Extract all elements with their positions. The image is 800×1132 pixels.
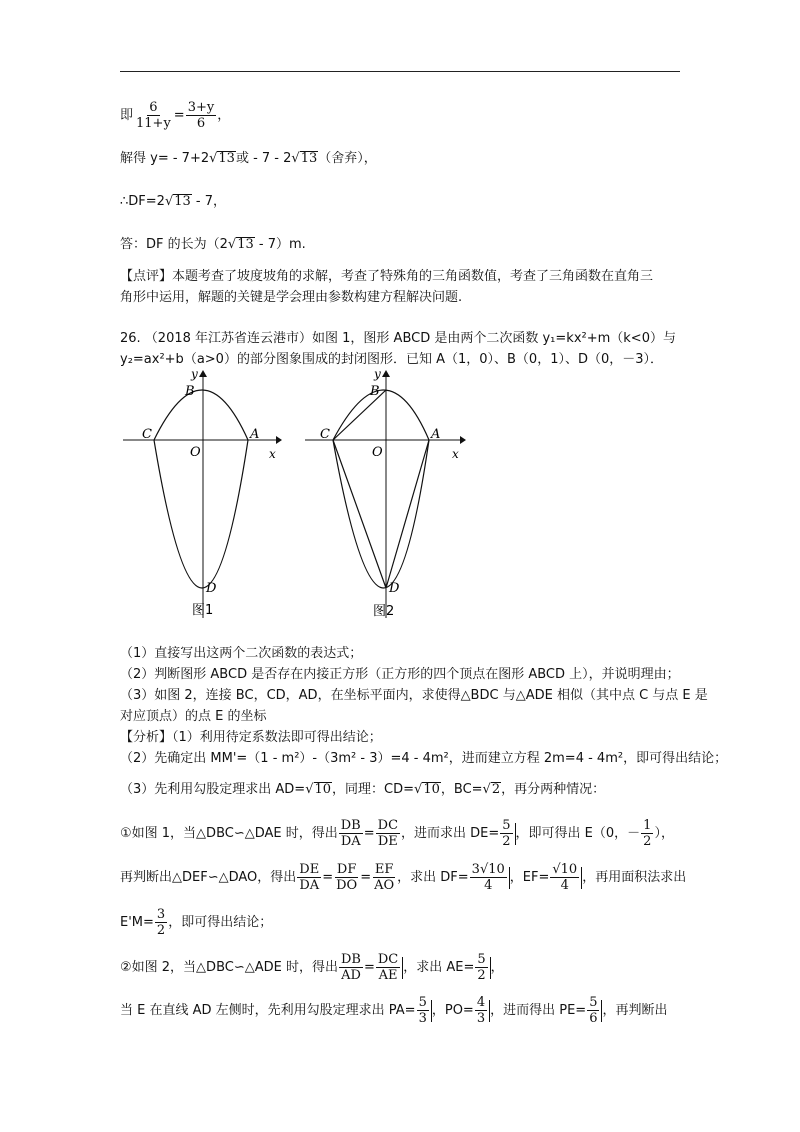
fraction: $\frac{DB}{DA}$ (340, 818, 361, 849)
question-3-line-1: （3）如图 2，连接 BC，CD，AD，在坐标平面内，求使得△BDC 与△ADE 相似（其中点 C 与点 E 是 (120, 688, 708, 703)
question-2: （2）判断图形 ABCD 是否存在内接正方形（正方形的四个顶点在图形 ABCD 上），并说明理由； (120, 667, 680, 682)
axis-label-x: x (269, 447, 276, 461)
df-line: ∴DF=2√13 - 7， (120, 194, 227, 209)
fraction: $\frac{4}{3}$ (476, 995, 486, 1026)
fraction: $\frac{5}{2}$ (502, 818, 511, 849)
case-2-line-2: 当 E 在直线 AD 左侧时，先利用勾股定理求出 PA= $\frac{5}{3}$ ，PO= $\frac{4}{3}$ ，进而得出 PE= $\frac{5}{6}$ ，再判断出 (120, 995, 668, 1026)
analysis-3: （3）先利用勾股定理求出 AD=√10，同理：CD=√10，BC=√2，再分两种情况： (120, 782, 606, 797)
solution-line: 解得 y= - 7+2√13或 - 7 - 2√13（舍弃）， (120, 151, 377, 166)
origin-label: O (372, 445, 383, 460)
fraction: $\frac{DC}{DE}$ (377, 818, 399, 849)
answer-line: 答：DF 的长为（2√13 - 7）m. (120, 237, 306, 252)
comment-line-1: 【点评】本题考查了坡度坡角的求解，考查了特殊角的三角函数值，考查了三角函数在直角三 (120, 269, 654, 284)
figure-2 (300, 368, 470, 627)
analysis-2: （2）先确定出 MM'=（1 - m²）-（3m² - 3）=4 - 4m²，进而建立方程 2m=4 - 4m²，即可得出结论； (120, 751, 728, 766)
figure-caption: 图2 (373, 604, 395, 619)
problem-26-line-2: y₂=ax²+b（a>0）的部分图象围成的封闭图形．已知 A（1，0）、B（0，1）、D（0，－3）． (120, 352, 664, 367)
fraction: $\frac{EF}{AO}$ (374, 862, 395, 893)
equation-line-1: 即 $\frac{6}{11+y}$ = $\frac{3+y}{6}$ ， (120, 100, 231, 131)
fraction: $\frac{DE}{DA}$ (299, 862, 320, 893)
case-1-line-2: 再判断出△DEF∽△DAO，得出 $\frac{DE}{DA}$ = $\frac{DF}{DO}$ = $\frac{EF}{AO}$ ，求出 DF= $\frac{3√10}{4}$ ，EF= $\frac{√10}{4}$ ，再用面积法求出 (120, 862, 687, 893)
point-label-a: A (250, 427, 260, 442)
point-label-b: B (185, 384, 195, 399)
question-1: （1）直接写出这两个二次函数的表达式； (120, 646, 363, 661)
fraction: $\frac{5}{6}$ (589, 995, 598, 1026)
fraction: $\frac{DB}{AD}$ (340, 952, 361, 983)
fraction: $\frac{5}{2}$ (477, 952, 486, 983)
point-label-c: C (142, 427, 152, 442)
problem-26-line-1: 26. （2018 年江苏省连云港市）如图 1，图形 ABCD 是由两个二次函数 y₁=kx²+m（k<0）与 (120, 331, 676, 346)
axis-label-y: y (191, 368, 198, 381)
point-label-d: D (389, 581, 400, 596)
case-1-line-1: ①如图 1，当△DBC∽△DAE 时，得出 $\frac{DB}{DA}$ = $\frac{DC}{DE}$ ，进而求出 DE= $\frac{5}{2}$ ，即可得出 E（0，－ $\frac{1}{2}$ ）， (120, 818, 674, 849)
fraction: $\frac{3}{2}$ (156, 907, 166, 938)
header-rule (120, 71, 680, 72)
fraction: $\frac{DF}{DO}$ (336, 862, 358, 893)
question-3-line-2: 对应顶点）的点 E 的坐标 (120, 709, 267, 724)
origin-label: O (190, 445, 201, 460)
point-label-a: A (431, 427, 441, 442)
fraction: $\frac{5}{3}$ (418, 995, 427, 1026)
analysis-1: 【分析】（1）利用待定系数法即可得出结论； (120, 730, 382, 745)
axis-label-y: y (374, 368, 381, 381)
comment-line-2: 角形中运用，解题的关键是学会理由参数构建方程解决问题. (120, 290, 463, 305)
point-label-b: B (370, 384, 380, 399)
point-label-d: D (206, 581, 217, 596)
fraction: $\frac{3+y}{6}$ (187, 100, 215, 131)
axis-label-x: x (452, 447, 459, 461)
fraction: $\frac{1}{2}$ (643, 818, 652, 849)
fraction: $\frac{DC}{AE}$ (377, 952, 399, 983)
figure-1 (118, 368, 283, 627)
fraction: $\frac{6}{11+y}$ (136, 100, 171, 131)
point-label-c: C (320, 427, 330, 442)
fraction: $\frac{√10}{4}$ (552, 862, 578, 893)
case-1-line-3: E'M= $\frac{3}{2}$ ，即可得出结论； (120, 907, 273, 938)
case-2-line-1: ②如图 2，当△DBC∽△ADE 时，得出 $\frac{DB}{AD}$ = $\frac{DC}{AE}$ ，求出 AE= $\frac{5}{2}$ ， (120, 952, 504, 983)
fraction: $\frac{3√10}{4}$ (471, 862, 505, 893)
figure-caption: 图1 (192, 603, 214, 618)
